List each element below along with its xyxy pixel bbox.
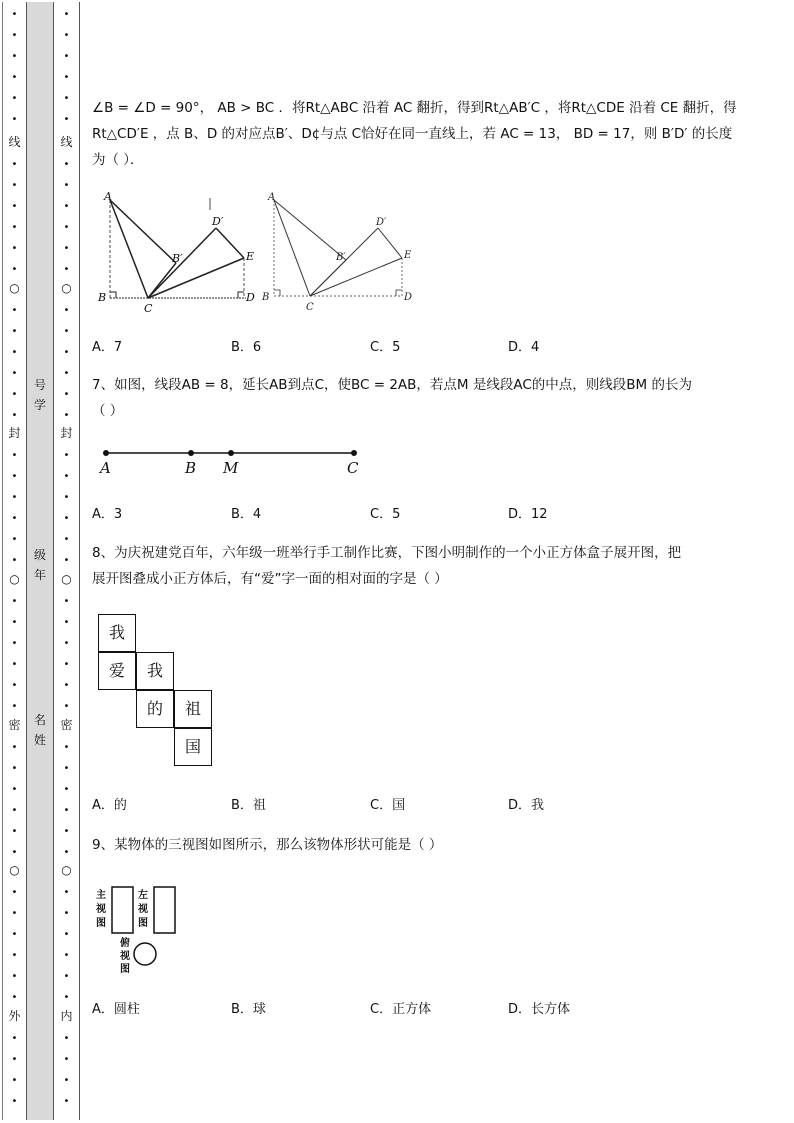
q7-point-b: B — [185, 459, 197, 477]
inner-dots: • • • • • • — [63, 9, 70, 125]
q9-option-a[interactable]: A．圆柱 — [92, 1002, 140, 1017]
field-nianji-2: 年 — [27, 568, 53, 582]
inner-dots: • • • • — [63, 1033, 70, 1107]
outer-dots: • • • • • • — [11, 159, 18, 275]
outer-dots: • • • • • • — [11, 9, 18, 125]
field-xingming-1: 名 — [27, 713, 53, 727]
outer-label-feng: 封 — [3, 426, 26, 440]
net-cell-de: 的 — [136, 690, 174, 728]
q6-left-label-dprime: D′ — [212, 215, 224, 228]
net-cell-ai: 爱 — [98, 652, 136, 690]
q6-right-label-e: E — [404, 250, 412, 261]
q6-right-label-bprime: B′ — [336, 252, 346, 263]
q6-option-d[interactable]: D．4 — [508, 340, 540, 355]
q7-point-a: A — [100, 459, 111, 477]
q7-line-segment-figure — [96, 442, 376, 478]
q6-left-label-d: D — [246, 291, 255, 304]
q8-option-b[interactable]: B．祖 — [231, 798, 266, 813]
q6-left-label-e: E — [246, 250, 255, 263]
q7-option-a[interactable]: A．3 — [92, 507, 123, 522]
q9-three-views-figure — [94, 884, 194, 976]
outer-dots: • • • • • • — [11, 887, 18, 1003]
q6-left-label-a: A — [104, 190, 112, 203]
q9-left-label-1: 左 — [138, 890, 148, 901]
binding-margin — [0, 0, 84, 1123]
q6-text-line2: Rt△CD′E ，点 B、D 的对应点B′、D¢与点 C恰好在同一直线上，若 AC = 13， BD = 17，则 B′D′ 的长度 — [92, 126, 733, 142]
outer-dots: • • • • • • — [11, 596, 18, 712]
q8-text-line2: 展开图叠成小正方体后，有“爱”字一面的相对面的字是（ ） — [92, 571, 448, 587]
net-cell-zu: 祖 — [174, 690, 212, 728]
inner-label-mi: 密 — [54, 718, 79, 732]
field-xuehao-1: 号 — [27, 378, 53, 392]
inner-label-nei: 内 — [54, 1009, 79, 1023]
q6-option-a[interactable]: A．7 — [92, 340, 123, 355]
q9-option-c[interactable]: C．正方体 — [370, 1002, 432, 1017]
q8-text-line1: 8、为庆祝建党百年，六年级一班举行手工制作比赛，下图小明制作的一个小正方体盒子展开图，把 — [92, 545, 682, 561]
q7-option-b[interactable]: B．4 — [231, 507, 262, 522]
q8-cube-net — [98, 614, 218, 774]
q6-left-label-c: C — [144, 302, 153, 315]
q9-option-b[interactable]: B．球 — [231, 1002, 266, 1017]
inner-circle: ○ — [54, 572, 79, 586]
q8-options — [92, 794, 692, 814]
q6-text-line3: 为（ ）． — [92, 152, 144, 168]
outer-circle: ○ — [3, 572, 26, 586]
student-info-column — [26, 2, 54, 1120]
inner-label-xian: 线 — [54, 135, 79, 149]
q6-option-c[interactable]: C．5 — [370, 340, 401, 355]
q9-top-view-circle — [134, 943, 156, 965]
field-nianji-1: 级 — [27, 548, 53, 562]
q9-text-line1: 9、某物体的三视图如图所示，那么该物体形状可能是（ ） — [92, 837, 443, 853]
q6-option-b[interactable]: B．6 — [231, 340, 262, 355]
outer-label-xian: 线 — [3, 135, 26, 149]
q8-option-a[interactable]: A．的 — [92, 798, 127, 813]
outer-dots: • • • • • • — [11, 450, 18, 566]
q9-left-label-2: 视 — [138, 904, 148, 915]
inner-dots: • • • • • • — [63, 887, 70, 1003]
outer-circle: ○ — [3, 863, 26, 877]
inner-dots: • • • • • • — [63, 305, 70, 421]
q9-front-view-rect — [112, 887, 133, 933]
q6-right-label-b: B — [262, 292, 270, 303]
q6-right-label-d: D — [404, 292, 413, 303]
q6-right-label-c: C — [306, 302, 314, 313]
q7-point-c: C — [347, 459, 359, 477]
outer-circle: ○ — [3, 281, 26, 295]
q6-figure-left — [98, 188, 258, 316]
outer-seal-column — [2, 2, 26, 1120]
inner-label-feng: 封 — [54, 426, 79, 440]
q8-option-c[interactable]: C．国 — [370, 798, 406, 813]
inner-dots: • • • • • • — [63, 159, 70, 275]
q6-left-label-b: B — [98, 291, 107, 304]
outer-dots: • • • • • • — [11, 305, 18, 421]
net-cell-guo: 国 — [174, 728, 212, 766]
net-cell-wo-top: 我 — [98, 614, 136, 652]
field-xuehao-2: 学 — [27, 398, 53, 412]
q7-option-c[interactable]: C．5 — [370, 507, 401, 522]
q7-option-d[interactable]: D．12 — [508, 507, 548, 522]
q6-right-label-dprime: D′ — [376, 217, 387, 228]
inner-circle: ○ — [54, 281, 79, 295]
q6-right-label-a: A — [268, 192, 276, 203]
q9-left-view-rect — [154, 887, 175, 933]
q8-option-d[interactable]: D．我 — [508, 798, 545, 813]
outer-label-mi: 密 — [3, 718, 26, 732]
outer-dots: • • • • — [11, 1033, 18, 1107]
q9-top-label-1: 俯 — [120, 938, 130, 949]
q9-options — [92, 998, 692, 1018]
q9-top-label-3: 图 — [120, 964, 130, 975]
q9-front-label-3: 图 — [96, 918, 106, 929]
q9-option-d[interactable]: D．长方体 — [508, 1002, 571, 1017]
outer-dots: • • • • • • — [11, 742, 18, 858]
inner-circle: ○ — [54, 863, 79, 877]
q7-text-line1: 7、如图，线段AB = 8，延长AB到点C，使BC = 2AB，若点M 是线段AC的中点，则线段BM 的长为 — [92, 377, 692, 393]
q6-text-line1: ∠B = ∠D = 90°， AB > BC ．将Rt△ABC 沿着 AC 翻折，得到Rt△AB′C ，将Rt△CDE 沿着 CE 翻折，得 — [92, 100, 737, 116]
q9-top-label-2: 视 — [120, 951, 130, 962]
q7-options — [92, 503, 692, 523]
q6-figure-right — [256, 188, 426, 316]
q7-text-line2: （ ） — [92, 403, 124, 419]
inner-dots: • • • • • • — [63, 742, 70, 858]
inner-dots: • • • • • • — [63, 596, 70, 712]
q6-left-label-bprime: B′ — [172, 252, 183, 265]
q9-left-label-3: 图 — [138, 918, 148, 929]
outer-label-wai: 外 — [3, 1009, 26, 1023]
inner-seal-column — [54, 2, 80, 1120]
q7-point-m: M — [223, 459, 239, 477]
net-cell-wo-mid: 我 — [136, 652, 174, 690]
q9-front-label-1: 主 — [96, 890, 106, 901]
field-xingming-2: 姓 — [27, 733, 53, 747]
q6-options — [92, 336, 692, 356]
inner-dots: • • • • • • — [63, 450, 70, 566]
q9-front-label-2: 视 — [96, 904, 106, 915]
